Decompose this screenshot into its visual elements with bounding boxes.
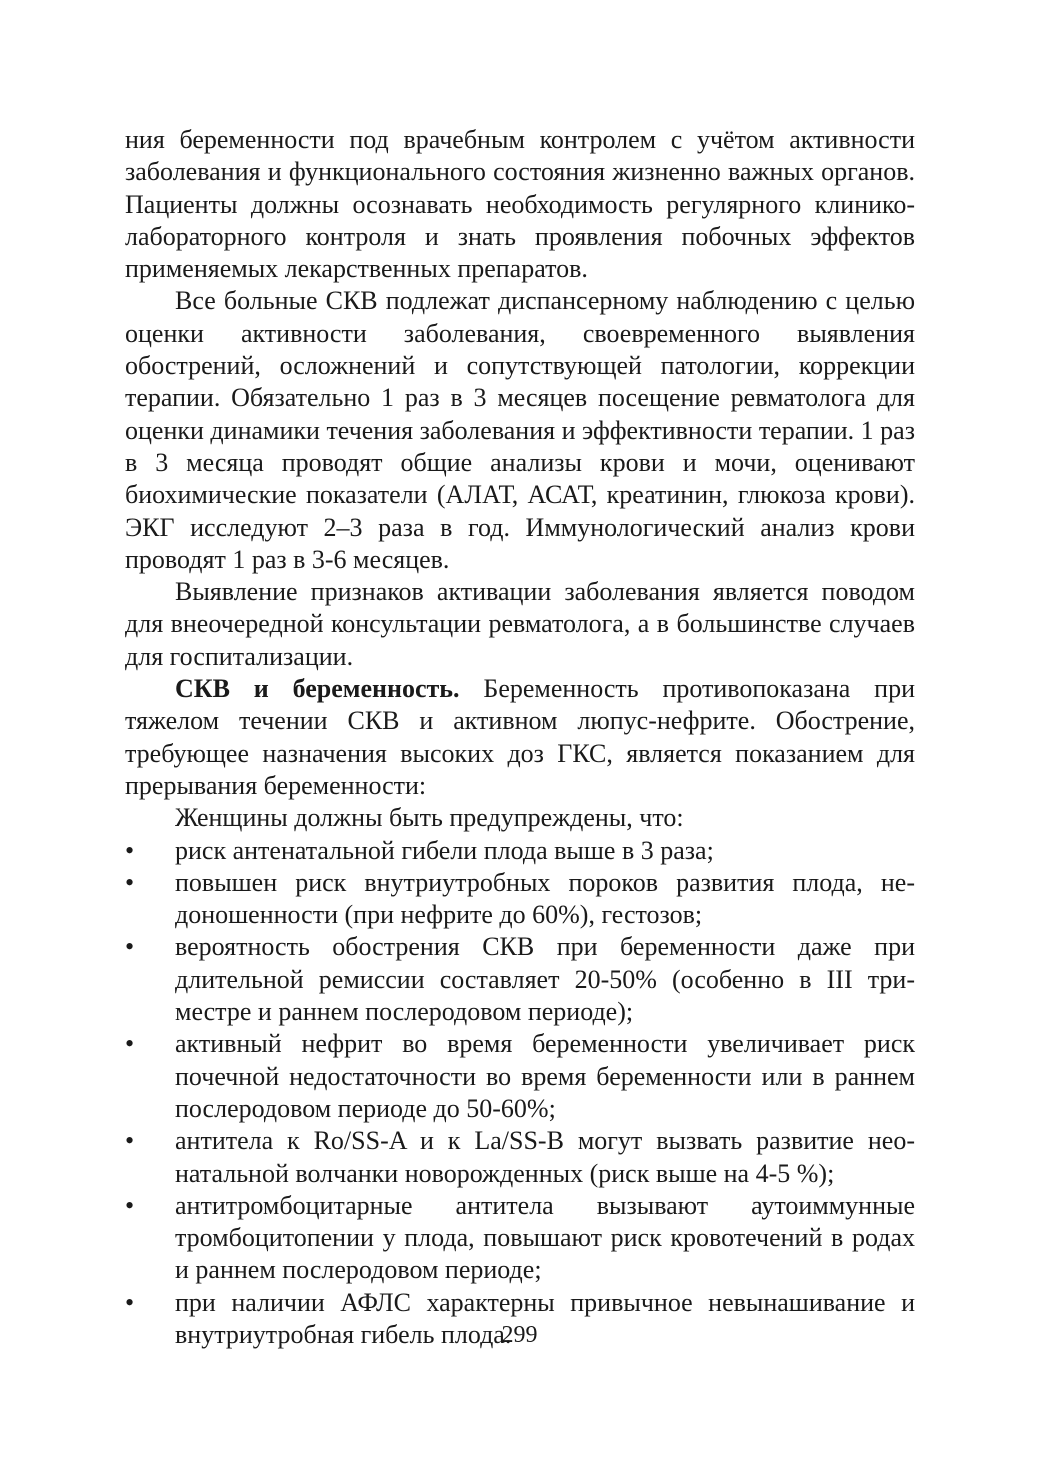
list-item-text: повышен риск внутриутробных пороков развития плода, недоношенности (при нефрите до 60%), гестозов; <box>175 867 915 930</box>
list-item-text: вероятность обострения СКВ при беременности даже при длительной ремиссии составляет 20-50% (особенно в III триместре и раннем послеродовом периоде); <box>175 932 915 1027</box>
paragraph-dispensary: Все больные СКВ подлежат диспансерному наблюдению с целью оценки активности заболевания, своевременного выявления обострений, осложнений и сопутствующей патологии, коррекции терапии. Обязательно 1 раз в 3 месяцев посещение ревматолога для оценки динамики течения заболевания и эффективности терапии. 1 раз в 3 месяца проводят общие анализы крови и мочи, оценивают биохимические показатели (АЛАТ, АСАТ, креатинин, глюкоза крови). ЭКГ исследуют 2–3 раза в год. Иммунологический анализ крови проводят 1 раз в 3-6 месяцев. <box>125 286 915 574</box>
list-item-text: активный нефрит во время беременности увеличивает риск почечной недостаточности во время беременности или в раннем послеродовом периоде до 50-60%; <box>175 1029 915 1123</box>
list-item <box>125 1190 915 1287</box>
list-item-text: при наличии АФЛС характерны привычное невынашивание и внутриутробная гибель плода. <box>175 1287 915 1349</box>
list-item <box>125 1125 915 1190</box>
page-body <box>125 124 915 1351</box>
bullet-marker: • <box>125 932 135 962</box>
page-number: 299 <box>501 1322 538 1348</box>
bullet-marker: • <box>125 1126 135 1156</box>
list-item <box>125 867 915 932</box>
list-item-text: антитела к Ro/SS-A и к La/SS-B могут вызвать развитие неонатальной волчанки новорожденных (риск выше на 4-5 %); <box>175 1126 915 1188</box>
bullet-marker: • <box>125 867 135 897</box>
list-item <box>125 835 915 867</box>
bullet-marker: • <box>125 1287 135 1317</box>
pregnancy-text: Беременность противопоказана при тяжелом течении СКВ и активном люпус-нефрите. Обострение, требующее назначения высоких доз ГКС, является показанием для прерывания беременности: <box>125 674 915 800</box>
bullet-marker: • <box>125 1029 135 1059</box>
paragraph-pregnancy <box>125 673 915 802</box>
warning-intro: Женщины должны быть предупреждены, что: <box>175 803 684 833</box>
list-item-text: риск антенатальной гибели плода выше в 3 раза; <box>175 835 714 865</box>
risk-list <box>125 835 915 1352</box>
bullet-marker: • <box>125 1190 135 1220</box>
list-item <box>125 1028 915 1125</box>
section-heading-pregnancy: СКВ и беременность. <box>175 674 460 704</box>
bullet-marker: • <box>125 835 135 865</box>
list-item <box>125 931 915 1028</box>
paragraph-continuation: ния беременности под врачебным контролем с учётом активности заболевания и функционального состояния жизненно важных органов. Пациенты должны осознавать необходимость регулярного клинико-лабораторного контроля и знать проявления побочных эффектов применяемых лекарственных препаратов. <box>125 125 915 284</box>
list-item-text: антитромбоцитарные антитела вызывают аутоиммунные тромбоцитопении у плода, повышают риск кровотечений в родах и раннем послеродовом периоде; <box>175 1190 915 1285</box>
paragraph-activation: Выявление признаков активации заболевания является поводом для внеочередной консультации ревматолога, а в большинстве случаев для госпитализации. <box>125 577 915 671</box>
